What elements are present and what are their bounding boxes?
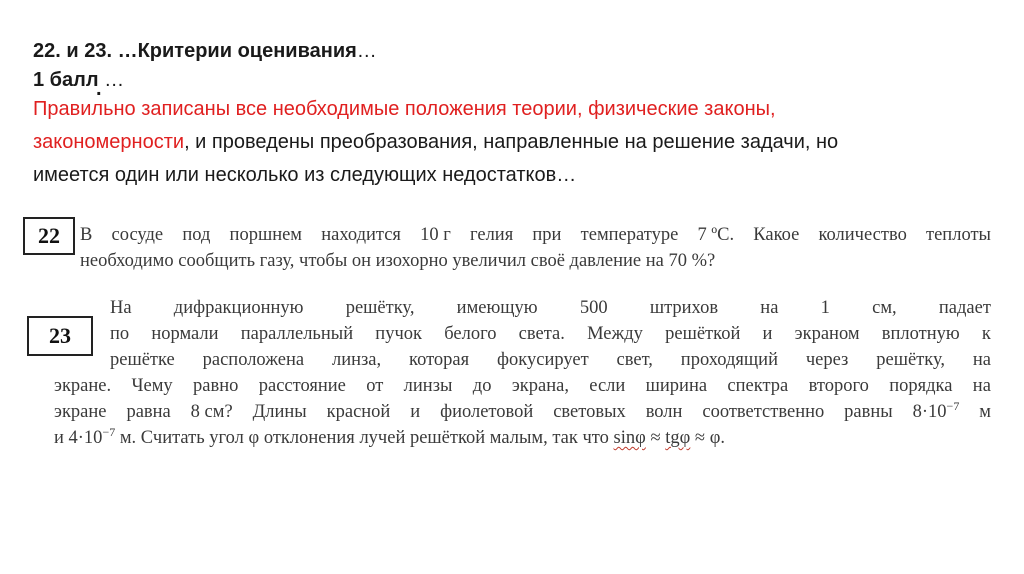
score-dot: .	[96, 78, 102, 100]
word: температуре	[580, 225, 679, 245]
task-23-line-6-start: и 4·10	[54, 428, 103, 448]
word: решёткой	[665, 324, 741, 344]
word: под	[182, 225, 211, 245]
word: экрана,	[511, 376, 569, 396]
word: теплоты	[926, 225, 991, 245]
word: при	[532, 225, 562, 245]
word: фокусирует	[497, 350, 589, 370]
task-22-line-2: необходимо сообщить газу, чтобы он изохорно увеличил своё давление на 70 %?	[80, 251, 716, 271]
word: вплотную	[881, 324, 960, 344]
word: спектра	[727, 376, 789, 396]
word: решётке	[110, 350, 175, 370]
word: пучок	[375, 324, 422, 344]
word: м	[979, 402, 991, 422]
exponent: −7	[946, 399, 960, 413]
word: если	[589, 376, 626, 396]
word: до	[472, 376, 492, 396]
description-line-2-rest: , и проведены преобразования, направленные на решение задачи, но	[184, 131, 839, 153]
task-22-number-box: 22	[23, 217, 75, 255]
task-23-sin-phi: sinφ	[613, 428, 646, 448]
word: и	[762, 324, 773, 344]
description-line-2	[33, 131, 838, 154]
word: линза,	[331, 350, 382, 370]
task-23-number-box: 23	[27, 316, 93, 356]
word: имеющую	[456, 298, 538, 318]
word: падает	[938, 298, 991, 318]
task-23-line-6-exponent: −7	[102, 425, 116, 439]
task-23-line-6-end: ≈ φ.	[690, 428, 726, 448]
word: порядка	[889, 376, 953, 396]
word: световых	[553, 402, 626, 422]
task-23-line-6	[54, 425, 726, 449]
word: расположена	[202, 350, 305, 370]
word: см,	[872, 298, 897, 318]
task-23-tg-phi: tgφ	[665, 428, 691, 448]
word: и	[410, 402, 421, 422]
word: сосуде	[111, 225, 164, 245]
word: Между	[587, 324, 643, 344]
task-23-line-6-mid: м. Считать угол φ отклонения лучей решёткой малым, так что	[115, 428, 614, 448]
word: дифракционную	[173, 298, 304, 318]
task-23-line-1	[110, 298, 991, 319]
task-22-line-1	[80, 225, 991, 246]
description-line-1: Правильно записаны все необходимые положения теории, физические законы,	[33, 98, 776, 120]
word: красной	[326, 402, 391, 422]
word: линзы	[403, 376, 453, 396]
word: равно	[193, 376, 239, 396]
word: решётку,	[345, 298, 415, 318]
word: нормали	[151, 324, 219, 344]
word: $8\cdot 10^{-7}$	[912, 399, 960, 422]
word: равны	[844, 402, 893, 422]
task-23-line-5	[54, 399, 991, 423]
word: расстояние	[258, 376, 346, 396]
word: второго	[808, 376, 869, 396]
word: На	[110, 298, 132, 318]
description-line-2-red: закономерности	[33, 131, 185, 153]
word: волн	[645, 402, 683, 422]
task-23-line-2	[110, 324, 991, 345]
word: В	[80, 225, 93, 245]
task-23-line-4	[54, 376, 991, 397]
criteria-title-text: 22. и 23. …Критерии оценивания	[33, 40, 357, 62]
word: 7 ºС.	[697, 225, 735, 245]
word: через	[805, 350, 849, 370]
word: параллельный	[240, 324, 354, 344]
word: 10 г	[420, 225, 451, 245]
task-23-approx-1: ≈	[645, 428, 666, 448]
word: света.	[518, 324, 565, 344]
word: экране.	[54, 376, 112, 396]
word: соответственно	[702, 402, 825, 422]
word: равна	[126, 402, 171, 422]
word: находится	[321, 225, 401, 245]
word: 1	[820, 298, 830, 318]
word: ширина	[645, 376, 708, 396]
word: фиолетовой	[440, 402, 534, 422]
word: Чему	[131, 376, 173, 396]
word: штрихов	[649, 298, 719, 318]
criteria-score	[33, 69, 124, 92]
criteria-title-ellipsis: …	[356, 40, 377, 62]
word: экраном	[794, 324, 860, 344]
description-line-3: имеется один или несколько из следующих недостатков…	[33, 164, 577, 186]
word: на	[760, 298, 779, 318]
word: решётку,	[876, 350, 945, 370]
word: поршнем	[229, 225, 303, 245]
word: Какое	[753, 225, 800, 245]
criteria-score-ellipsis: …	[104, 69, 125, 91]
word: свет,	[616, 350, 653, 370]
word: количество	[818, 225, 907, 245]
word: на	[972, 350, 991, 370]
criteria-title	[33, 40, 377, 63]
word: проходящий	[680, 350, 778, 370]
word: по	[110, 324, 130, 344]
criteria-score-text: 1 балл	[33, 69, 99, 91]
word: экране	[54, 402, 107, 422]
word: от	[366, 376, 384, 396]
word: 8 см?	[190, 402, 233, 422]
word: гелия	[470, 225, 514, 245]
word: белого	[444, 324, 497, 344]
word: 500	[579, 298, 608, 318]
task-23-line-3	[110, 350, 991, 371]
word: на	[972, 376, 991, 396]
word: которая	[409, 350, 470, 370]
word: Длины	[252, 402, 307, 422]
word: к	[981, 324, 991, 344]
